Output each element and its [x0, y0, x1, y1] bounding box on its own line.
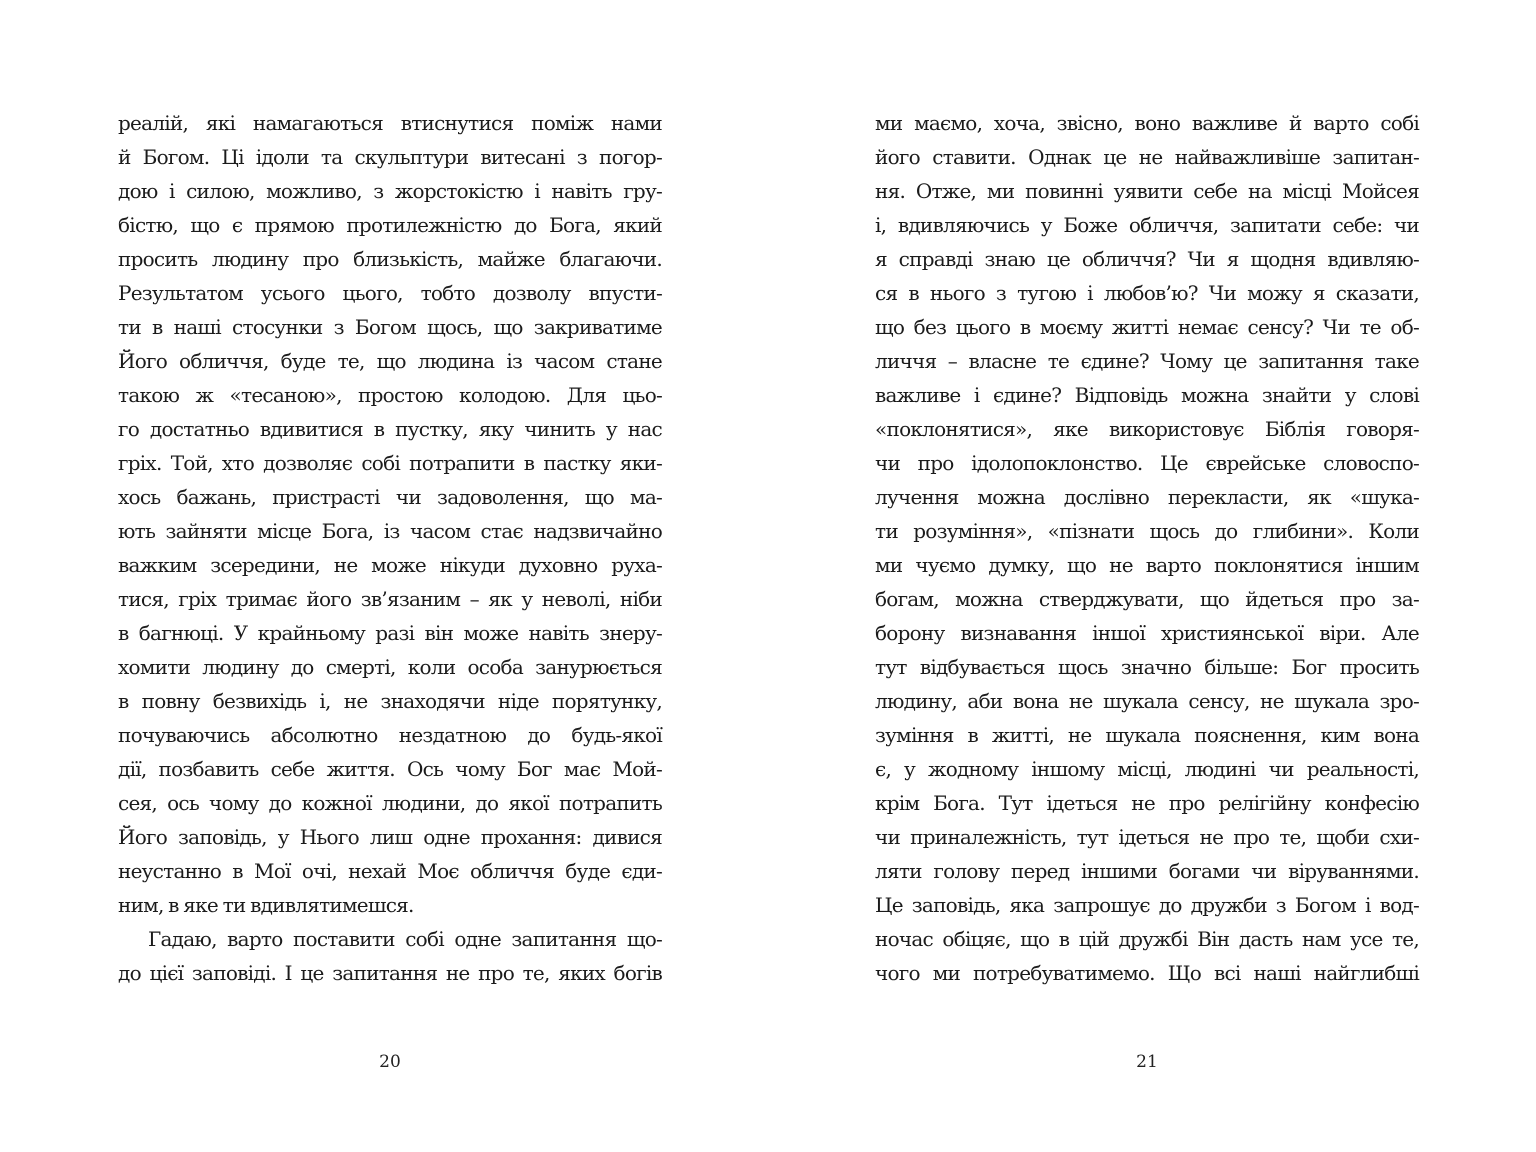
text-line: людину, аби вона не шукала сенсу, не шукала зро- — [875, 689, 1419, 713]
text-line: є, у жодному іншому місці, людині чи реальності, — [875, 757, 1419, 781]
text-line: сея, ось чому до кожної людини, до якої потрапить — [118, 791, 662, 815]
text-line: просить людину про близькість, майже благаючи. — [118, 247, 662, 271]
right-page-text — [875, 106, 1419, 990]
text-line: «поклонятися», яке використовує Біблія говоря- — [875, 417, 1419, 441]
text-line: ють зайняти місце Бога, із часом стає надзвичайно — [118, 519, 662, 543]
text-line: почуваючись абсолютно нездатною до будь-якої — [118, 723, 662, 747]
text-line: ночас обіцяє, що в цій дружбі Він дасть нам усе те, — [875, 927, 1419, 951]
left-page-text — [118, 106, 662, 990]
text-line: в повну безвихідь і, не знаходячи ніде порятунку, — [118, 689, 662, 713]
text-line: неустанно в Мої очі, нехай Моє обличчя буде єди- — [118, 859, 662, 883]
text-line: й Богом. Ці ідоли та скульптури витесані з погор- — [118, 145, 662, 169]
text-line: ти розуміння», «пізнати щось до глибини». Коли — [875, 519, 1419, 543]
text-line: що без цього в моєму житті немає сенсу? Чи те об- — [875, 315, 1419, 339]
paragraph-start-line: Гадаю, варто поставити собі одне запитання що- — [148, 927, 662, 951]
text-line: зуміння в житті, не шукала пояснення, ким вона — [875, 723, 1419, 747]
text-line: гріх. Той, хто дозволяє собі потрапити в пастку яки- — [118, 451, 662, 475]
text-line: личчя – власне те єдине? Чому це запитання таке — [875, 349, 1419, 373]
page-number-right: 21 — [1136, 1052, 1158, 1072]
text-line: Це заповідь, яка запрошує до дружби з Богом і вод- — [875, 893, 1419, 917]
text-line: богам, можна стверджувати, що йдеться про за- — [875, 587, 1419, 611]
text-line: хось бажань, пристрасті чи задоволення, що ма- — [118, 485, 662, 509]
text-line: важким зсередини, не може нікуди духовно руха- — [118, 553, 662, 577]
text-line: ми маємо, хоча, звісно, воно важливе й варто собі — [875, 111, 1419, 135]
text-line: борону визнавання іншої християнської віри. Але — [875, 621, 1419, 645]
text-line: його ставити. Однак це не найважливіше запитан- — [875, 145, 1419, 169]
page-number-left: 20 — [379, 1052, 401, 1072]
text-line: тут відбувається щось значно більше: Бог просить — [875, 655, 1419, 679]
text-line: лучення можна дослівно перекласти, як «шука- — [875, 485, 1419, 509]
right-page — [768, 0, 1536, 1152]
paragraph-end-line: ним, в яке ти вдивлятимешся. — [118, 893, 414, 917]
text-line: ся в нього з тугою і любов’ю? Чи можу я сказати, — [875, 281, 1419, 305]
text-line: такою ж «тесаною», простою колодою. Для цьо- — [118, 383, 662, 407]
text-line: Результатом усього цього, тобто дозволу впусти- — [118, 281, 662, 305]
text-line: ми чуємо думку, що не варто поклонятися іншим — [875, 553, 1419, 577]
text-line: важливе і єдине? Відповідь можна знайти у слові — [875, 383, 1419, 407]
text-line: крім Бога. Тут ідеться не про релігійну конфесію — [875, 791, 1419, 815]
text-line: Його заповідь, у Нього лиш одне прохання: дивися — [118, 825, 662, 849]
text-line: тися, гріх тримає його зв’язаним – як у неволі, ніби — [118, 587, 662, 611]
text-line: я справді знаю це обличчя? Чи я щодня вдивляю- — [875, 247, 1419, 271]
text-line: і, вдивляючись у Боже обличчя, запитати себе: чи — [875, 213, 1419, 237]
text-line: в багнюці. У крайньому разі він може навіть знеру- — [118, 621, 662, 645]
text-line: чи про ідолопоклонство. Це єврейське словоспо- — [875, 451, 1419, 475]
text-line: до цієї заповіді. І це запитання не про те, яких богів — [118, 961, 662, 985]
text-line: Його обличчя, буде те, що людина із часом стане — [118, 349, 662, 373]
text-line: дою і силою, можливо, з жорстокістю і навіть гру- — [118, 179, 662, 203]
text-line: хомити людину до смерті, коли особа занурюється — [118, 655, 662, 679]
text-line: ня. Отже, ми повинні уявити себе на місці Мойсея — [875, 179, 1419, 203]
text-line: бістю, що є прямою протилежністю до Бога, який — [118, 213, 662, 237]
text-line: чи приналежність, тут ідеться не про те, щоби схи- — [875, 825, 1419, 849]
text-line: ти в наші стосунки з Богом щось, що закриватиме — [118, 315, 662, 339]
text-line: реалій, які намагаються втиснутися поміж нами — [118, 111, 662, 135]
text-line: го достатньо вдивитися в пустку, яку чинить у нас — [118, 417, 662, 441]
text-line: дії, позбавить себе життя. Ось чому Бог має Мой- — [118, 757, 662, 781]
text-line: чого ми потребуватимемо. Що всі наші найглибші — [875, 961, 1419, 985]
text-line: ляти голову перед іншими богами чи віруваннями. — [875, 859, 1419, 883]
